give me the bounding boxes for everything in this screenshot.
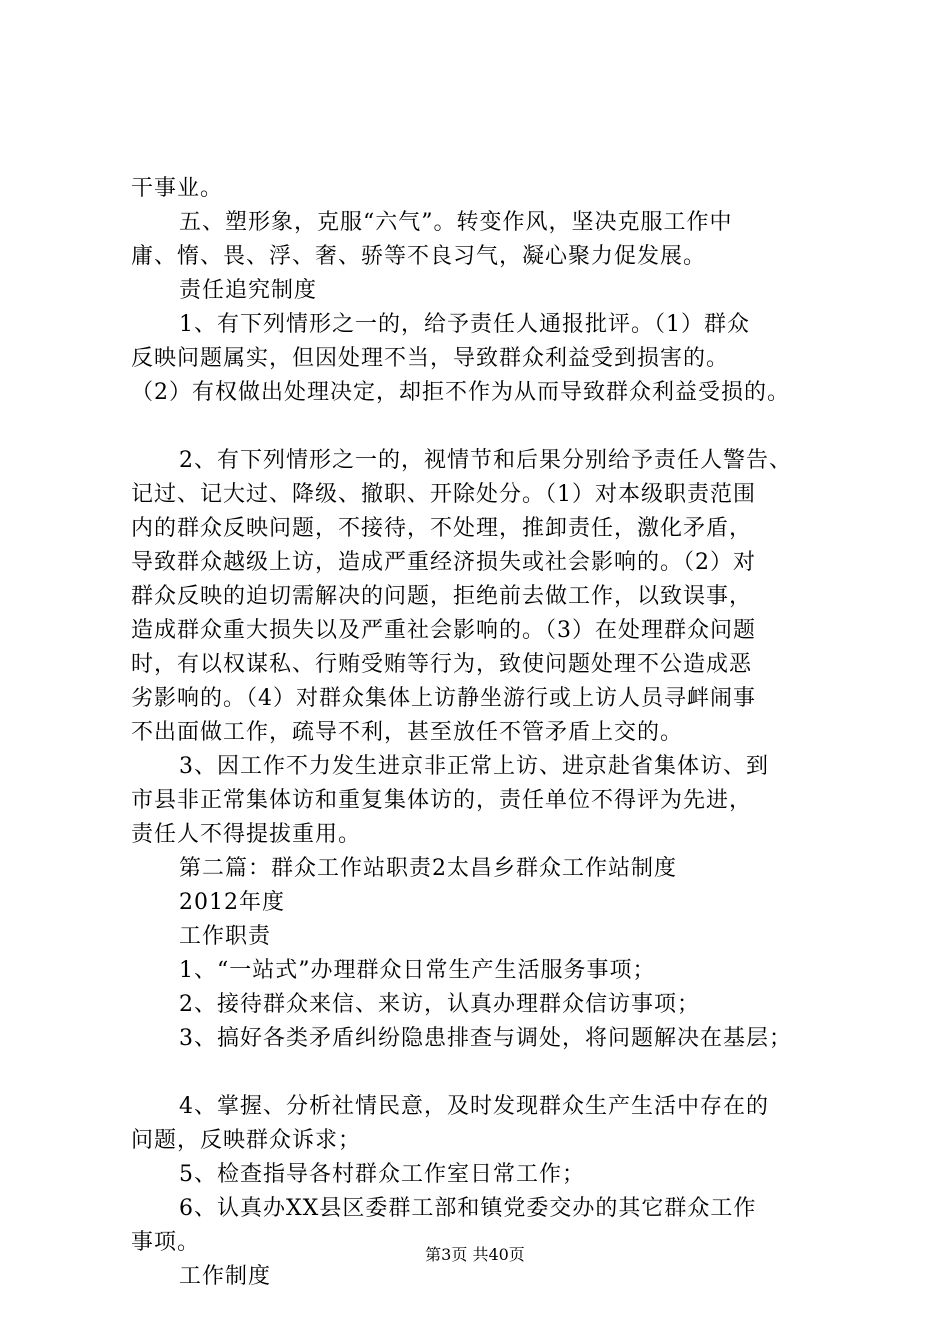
text-line: 干事业。: [131, 176, 224, 201]
text-line: 1、“一站式”办理群众日常生产生活服务事项；: [179, 958, 656, 983]
year-label: 2012年度: [179, 890, 285, 915]
blank-line: [131, 410, 841, 444]
text-line: 问题，反映群众诉求；: [131, 1128, 362, 1153]
text-line: 不出面做工作，疏导不利，甚至放任不管矛盾上交的。: [131, 720, 684, 745]
text-line: 时，有以权谋私、行贿受贿等行为，致使问题处理不公造成恶: [131, 652, 753, 677]
text-line: 劣影响的。（4）对群众集体上访静坐游行或上访人员寻衅闹事: [131, 686, 756, 711]
section-heading: 工作职责: [179, 924, 272, 949]
page-number-footer: 第3页 共40页: [425, 1245, 525, 1264]
text-line: 造成群众重大损失以及严重社会影响的。（3）在处理群众问题: [131, 618, 756, 643]
text-line: 导致群众越级上访，造成严重经济损失或社会影响的。（2）对: [131, 550, 756, 575]
text-line: 记过、记大过、降级、撤职、开除处分。（1）对本级职责范围: [131, 482, 756, 507]
text-line: 2、接待群众来信、来访，认真办理群众信访事项；: [179, 992, 700, 1017]
blank-line: [131, 1056, 841, 1090]
text-line: 内的群众反映问题，不接待，不处理，推卸责任，激化矛盾，: [131, 516, 753, 541]
text-line: 6、认真办XX县区委群工部和镇党委交办的其它群众工作: [179, 1196, 757, 1221]
text-line: 3、因工作不力发生进京非正常上访、进京赴省集体访、到: [179, 754, 769, 779]
text-line: 群众反映的迫切需解决的问题，拒绝前去做工作，以致误事，: [131, 584, 753, 609]
section-heading: 责任追究制度: [179, 278, 318, 303]
text-line: 2、有下列情形之一的，视情节和后果分别给予责任人警告、: [179, 448, 792, 473]
text-line: （2）有权做出处理决定，却拒不作为从而导致群众利益受损的。: [131, 380, 790, 405]
text-line: 庸、惰、畏、浮、奢、骄等不良习气，凝心聚力促发展。: [131, 244, 707, 269]
chapter-heading: 第二篇：群众工作站职责2太昌乡群众工作站制度: [179, 856, 677, 881]
section-heading: 工作制度: [179, 1264, 272, 1289]
text-line: 五、塑形象，克服“六气”。转变作风，坚决克服工作中: [179, 210, 733, 235]
text-line: 责任人不得提拔重用。: [131, 822, 362, 847]
text-line: 1、有下列情形之一的，给予责任人通报批评。（1）群众: [179, 312, 750, 337]
text-line: 市县非正常集体访和重复集体访的，责任单位不得评为先进，: [131, 788, 753, 813]
text-line: 事项。: [131, 1230, 201, 1255]
text-line: 3、搞好各类矛盾纠纷隐患排查与调处，将问题解决在基层；: [179, 1026, 792, 1051]
text-line: 4、掌握、分析社情民意，及时发现群众生产生活中存在的: [179, 1094, 769, 1119]
text-line: 反映问题属实，但因处理不当，导致群众利益受到损害的。: [131, 346, 730, 371]
document-body: [131, 172, 841, 1294]
text-line: 5、检查指导各村群众工作室日常工作；: [179, 1162, 585, 1187]
